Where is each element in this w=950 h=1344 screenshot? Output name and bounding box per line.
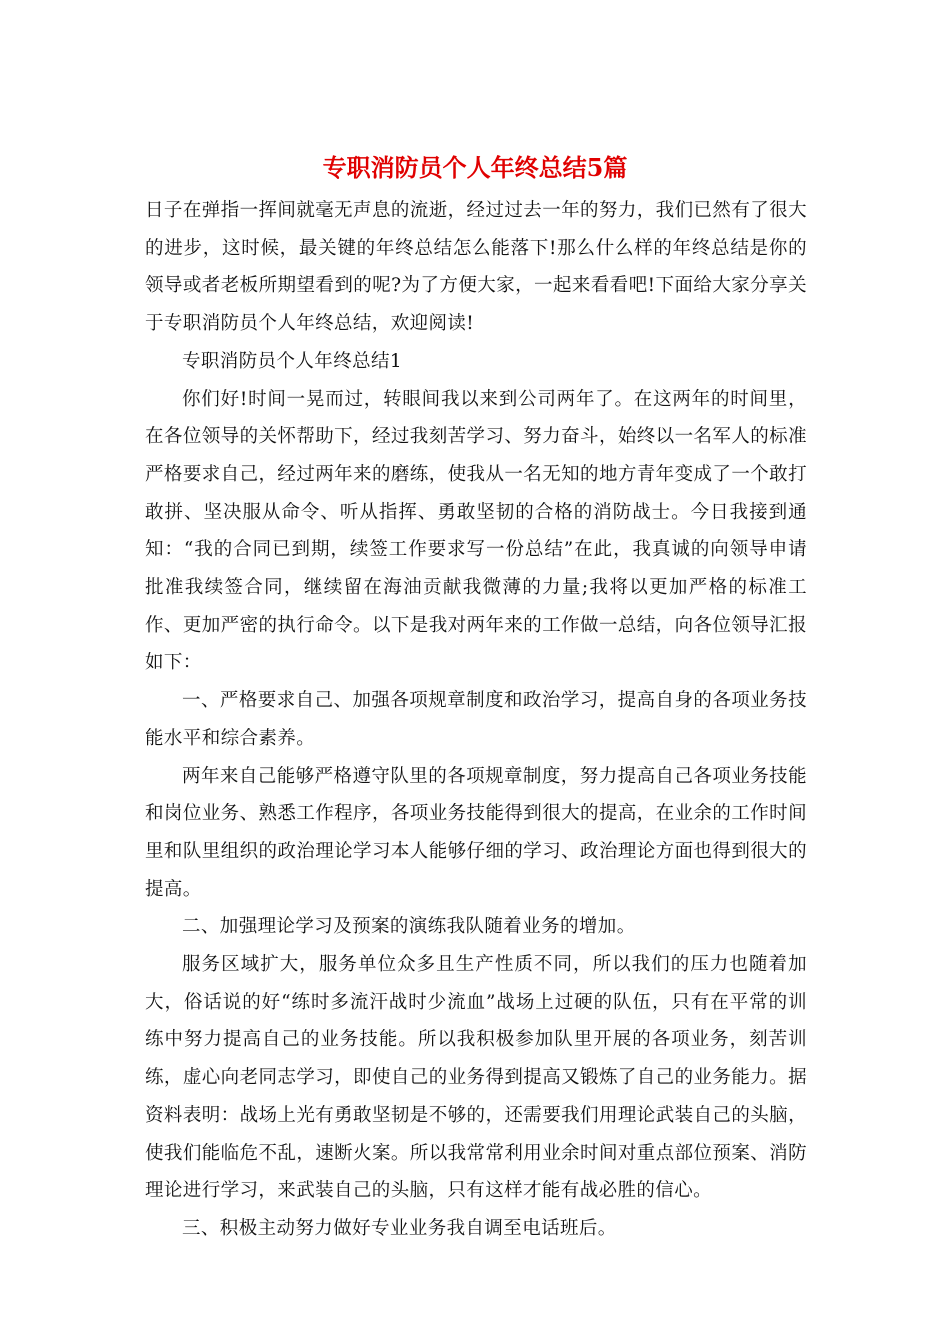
numbered-heading: 二、加强理论学习及预案的演练我队随着业务的增加。 xyxy=(182,916,636,938)
section-heading: 专职消防员个人年终总结1 xyxy=(182,350,403,372)
body-paragraph: 你们好!时间一晃而过，转眼间我以来到公司两年了。在这两年的时间里，在各位领导的关怀帮助下，经过我刻苦学习、努力奋斗，始终以一名军人的标准严格要求自己，经过两年来的磨练，使我从一名无知的地方青年变成了一个敢打敢拼、坚决服从命令、听从指挥、勇敢坚韧的合格的消防战士。今日我接到通知：“我的合同已到期，续签工作要求写一份总结”在此，我真诚的向领导申请批准我续签合同，继续留在海油贡献我微薄的力量;我将以更加严格的标准工作、更加严密的执行命令。以下是我对两年来的工作做一总结，向各位领导汇报如下： xyxy=(145,388,807,674)
numbered-heading: 一、严格要求自己、加强各项规章制度和政治学习，提高自身的各项业务技能水平和综合素养。 xyxy=(145,690,807,749)
body-paragraph: 服务区域扩大，服务单位众多且生产性质不同，所以我们的压力也随着加大，俗话说的好“练时多流汗战时少流血”战场上过硬的队伍，只有在平常的训练中努力提高自己的业务技能。所以我积极参加队里开展的各项业务，刻苦训练，虚心向老同志学习，即使自己的业务得到提高又锻炼了自己的业务能力。据资料表明：战场上光有勇敢坚韧是不够的，还需要我们用理论武装自己的头脑，使我们能临危不乱，速断火案。所以我常常利用业余时间对重点部位预案、消防理论进行学习，来武装自己的头脑，只有这样才能有战必胜的信心。 xyxy=(145,954,807,1202)
document-title: 专职消防员个人年终总结5篇 xyxy=(322,153,628,182)
intro-paragraph: 日子在弹指一挥间就毫无声息的流逝，经过过去一年的努力，我们已然有了很大的进步，这时候，最关键的年终总结怎么能落下!那么什么样的年终总结是你的领导或者老板所期望看到的呢?为了方便大家，一起来看看吧!下面给大家分享关于专职消防员个人年终总结，欢迎阅读! xyxy=(145,200,807,335)
body-paragraph: 两年来自己能够严格遵守队里的各项规章制度，努力提高自己各项业务技能和岗位业务、熟悉工作程序，各项业务技能得到很大的提高，在业余的工作时间里和队里组织的政治理论学习本人能够仔细的学习、政治理论方面也得到很大的提高。 xyxy=(145,765,807,900)
document-body xyxy=(145,192,807,1248)
numbered-heading: 三、积极主动努力做好专业业务我自调至电话班后。 xyxy=(182,1217,617,1239)
